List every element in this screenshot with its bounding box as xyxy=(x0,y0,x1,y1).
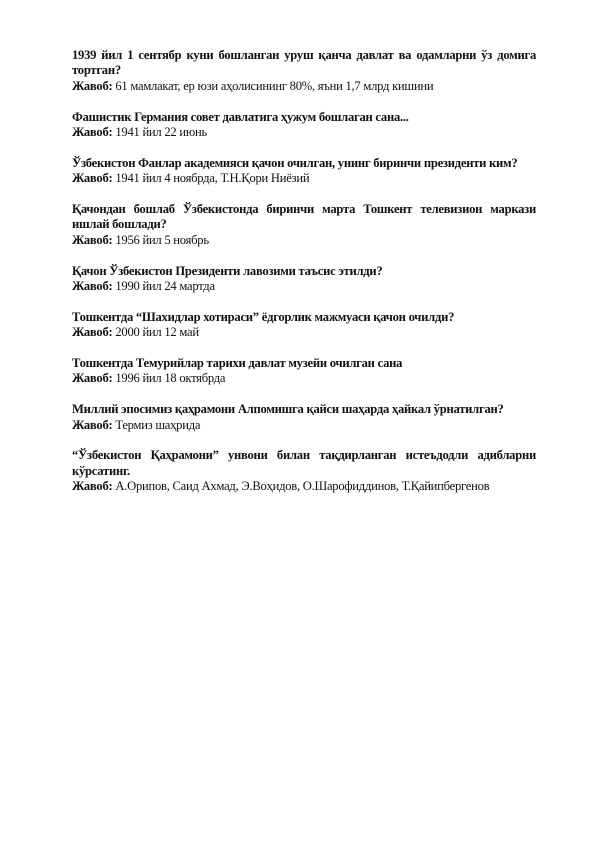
qa-item-2 xyxy=(72,110,536,141)
qa-item-7 xyxy=(72,356,536,387)
answer-line xyxy=(72,371,536,386)
qa-item-1 xyxy=(72,48,536,94)
qa-item-8 xyxy=(72,402,536,433)
answer-text: 1996 йил 18 октябрда xyxy=(115,371,226,386)
answer-text: 1956 йил 5 ноябрь xyxy=(115,232,209,247)
answer-line xyxy=(72,171,536,186)
qa-item-9 xyxy=(72,448,536,494)
question-text: 1939 йил 1 сентябр куни бошланган уруш қанча давлат ва одамларни ўз домига тортган? xyxy=(72,48,536,78)
answer-line xyxy=(72,279,536,294)
answer-line xyxy=(72,479,536,494)
answer-label: Жавоб: xyxy=(72,125,113,140)
answer-label: Жавоб: xyxy=(72,479,113,494)
answer-line xyxy=(72,418,536,433)
answer-label: Жавоб: xyxy=(72,325,113,340)
answer-line xyxy=(72,325,536,340)
question-text: Қачон Ўзбекистон Президенти лавозими таъсис этилди? xyxy=(72,263,383,278)
question-text: Тошкентда “Шахидлар хотираси” ёдгорлик мажмуаси қачон очилди? xyxy=(72,309,455,324)
question-text: “Ўзбекистон Қаҳрамони” унвони билан тақдирланган истеъдодли адибларни кўрсатинг. xyxy=(72,448,536,478)
question-text: Ўзбекистон Фанлар академияси қачон очилган, унинг биринчи президенти ким? xyxy=(72,155,518,170)
qa-item-3 xyxy=(72,156,536,187)
answer-text: 1941 йил 4 ноябрда, Т.Н.Қори Ниёзий xyxy=(115,171,310,186)
answer-line xyxy=(72,125,536,140)
question-text: Қачондан бошлаб Ўзбекистонда биринчи марта Тошкент телевизион маркази ишлай бошлади? xyxy=(72,202,536,232)
answer-text: 1941 йил 22 июнь xyxy=(115,125,207,140)
answer-label: Жавоб: xyxy=(72,417,113,432)
answer-text: 1990 йил 24 мартда xyxy=(115,279,215,294)
answer-text: Термиз шаҳрида xyxy=(115,417,201,432)
question-text: Тошкентда Темурийлар тарихи давлат музейи очилган сана xyxy=(72,356,403,371)
qa-item-5 xyxy=(72,264,536,295)
answer-label: Жавоб: xyxy=(72,279,113,294)
answer-text: 2000 йил 12 май xyxy=(115,325,199,340)
answer-label: Жавоб: xyxy=(72,171,113,186)
qa-item-6 xyxy=(72,310,536,341)
answer-label: Жавоб: xyxy=(72,371,113,386)
qa-item-4 xyxy=(72,202,536,248)
answer-text: А.Орипов, Саид Ахмад, Э.Воҳидов, О.Шарофиддинов, Т.Қайипбергенов xyxy=(115,479,490,494)
question-text: Миллий эпосимиз қаҳрамони Алпомишга қайси шаҳарда ҳайкал ўрнатилган? xyxy=(72,402,504,417)
answer-text: 61 мамлакат, ер юзи аҳолисининг 80%, яъни 1,7 млрд кишини xyxy=(115,78,434,93)
question-text: Фашистик Германия совет давлатига ҳужум бошлаган сана... xyxy=(72,109,409,124)
answer-label: Жавоб: xyxy=(72,232,113,247)
document-page xyxy=(72,48,536,510)
answer-line xyxy=(72,233,536,248)
answer-label: Жавоб: xyxy=(72,78,113,93)
answer-line xyxy=(72,79,536,94)
